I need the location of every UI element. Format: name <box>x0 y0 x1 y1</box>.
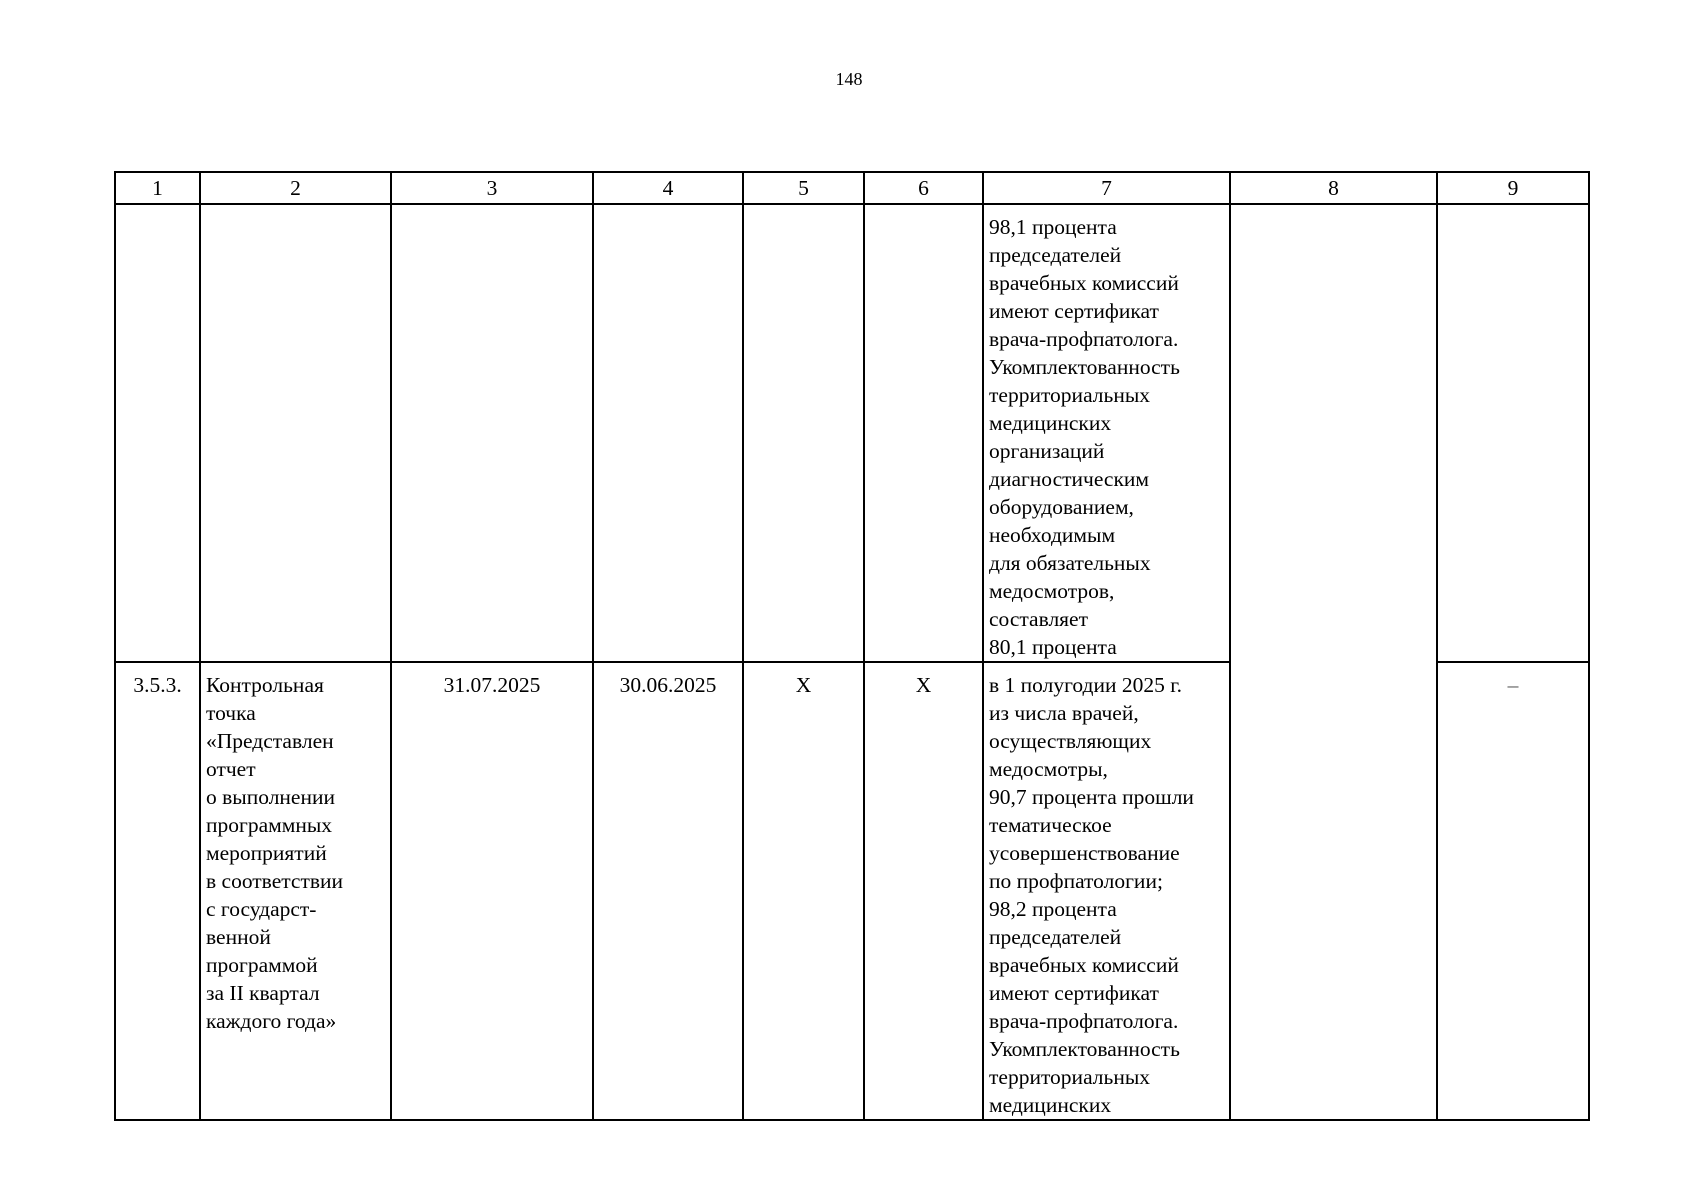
result-line: 98,1 процента <box>989 215 1117 239</box>
continued-row <box>115 204 1589 662</box>
page-number: 148 <box>835 69 863 89</box>
result-line: в 1 полугодии 2025 г. <box>989 673 1182 697</box>
column-number-8: 8 <box>1230 172 1437 204</box>
result-line: имеют сертификат <box>989 981 1159 1005</box>
result-line: врачебных комиссий <box>989 271 1179 295</box>
result-line: территориальных <box>989 383 1151 407</box>
item-name-line: в соответствии <box>206 869 344 893</box>
result-line: территориальных <box>989 1065 1151 1089</box>
result-line: по профпатологии; <box>989 869 1163 893</box>
column-number-2: 2 <box>200 172 391 204</box>
result-line: медицинских <box>989 411 1112 435</box>
actual-date: 30.06.2025 <box>593 662 743 1120</box>
item-name-line: мероприятий <box>206 841 327 865</box>
column-number-7: 7 <box>983 172 1230 204</box>
result-line: для обязательных <box>989 551 1151 575</box>
result-line: составляет <box>989 607 1088 631</box>
result-line: врача-профпатолога. <box>989 1009 1179 1033</box>
item-number: 3.5.3. <box>115 662 200 1120</box>
item-name-line: отчет <box>206 757 256 781</box>
item-name-line: каждого года» <box>206 1009 337 1033</box>
col5-mark: Х <box>743 662 864 1120</box>
result-line: председателей <box>989 925 1122 949</box>
item-name-line: с государст- <box>206 897 317 921</box>
continued-cell-6 <box>864 204 983 662</box>
result-line: 98,2 процента <box>989 897 1117 921</box>
result-line: 80,1 процента <box>989 635 1117 659</box>
planned-date: 31.07.2025 <box>391 662 593 1120</box>
continued-cell-3 <box>391 204 593 662</box>
result-line: врача-профпатолога. <box>989 327 1179 351</box>
continued-cell-1 <box>115 204 200 662</box>
item-name-cell <box>200 662 391 1120</box>
result-line: осуществляющих <box>989 729 1152 753</box>
continued-cell-4 <box>593 204 743 662</box>
item-name-line: за II квартал <box>206 981 320 1005</box>
column-number-1: 1 <box>115 172 200 204</box>
column-number-3: 3 <box>391 172 593 204</box>
column-number-4: 4 <box>593 172 743 204</box>
item-name-line: венной <box>206 925 271 949</box>
program-table <box>114 171 1590 1121</box>
result-line: из числа врачей, <box>989 701 1139 725</box>
result-line: медосмотры, <box>989 757 1108 781</box>
result-line: 90,7 процента прошли <box>989 785 1194 809</box>
result-line: имеют сертификат <box>989 299 1159 323</box>
result-line: врачебных комиссий <box>989 953 1179 977</box>
column-number-6: 6 <box>864 172 983 204</box>
item-name-line: программой <box>206 953 318 977</box>
column-number-9: 9 <box>1437 172 1589 204</box>
result-line: необходимым <box>989 523 1116 547</box>
continued-cell-5 <box>743 204 864 662</box>
result-line: Укомплектованность <box>989 1037 1180 1061</box>
item-name-line: точка <box>206 701 256 725</box>
continued-cell-9 <box>1437 204 1589 662</box>
result-line: усовершенствование <box>989 841 1180 865</box>
continued-cell-2 <box>200 204 391 662</box>
item-name-line: программных <box>206 813 333 837</box>
column-number-row <box>115 172 1589 204</box>
item-name-line: «Представлен <box>206 729 334 753</box>
item-name-line: о выполнении <box>206 785 335 809</box>
result-line: Укомплектованность <box>989 355 1180 379</box>
result-line: тематическое <box>989 813 1112 837</box>
result-line: диагностическим <box>989 467 1150 491</box>
col9-dash: – <box>1437 662 1589 1120</box>
col6-mark: Х <box>864 662 983 1120</box>
item-name-line: Контрольная <box>206 673 324 697</box>
continued-result-cell <box>983 204 1230 662</box>
result-line: оборудованием, <box>989 495 1134 519</box>
result-line: председателей <box>989 243 1122 267</box>
result-line: медицинских <box>989 1093 1112 1117</box>
column-number-5: 5 <box>743 172 864 204</box>
responsible-cell <box>1230 204 1437 1120</box>
result-line: организаций <box>989 439 1105 463</box>
result-cell <box>983 662 1230 1120</box>
result-line: медосмотров, <box>989 579 1115 603</box>
